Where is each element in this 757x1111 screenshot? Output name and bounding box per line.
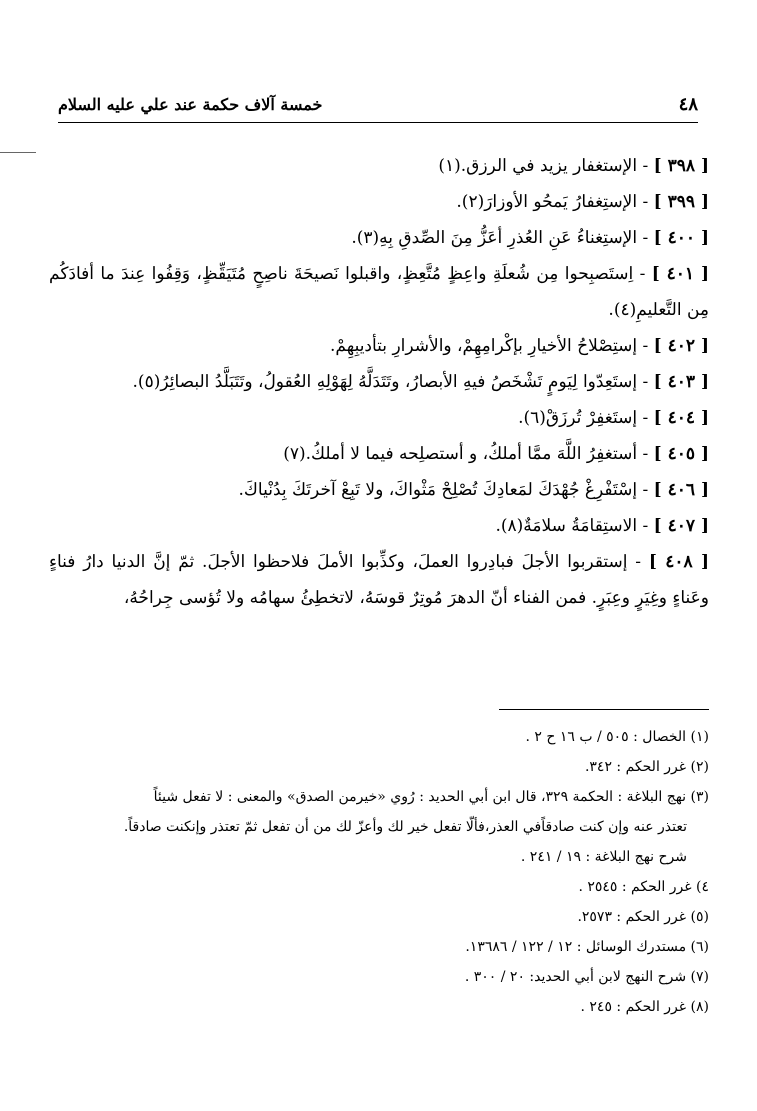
footnote-separator <box>499 709 709 710</box>
running-title: خمسة آلاف حكمة عند علي عليه السلام <box>58 94 323 114</box>
entry-number: [ ٣٩٩ ] <box>653 192 709 212</box>
footnotes <box>49 722 709 1022</box>
entry-text: - إسْتَفْرِغْ جُهْدَكَ لمَعادِكَ تُصْلِحْ مَثْواكَ، ولا تَبِعْ آخرتَكَ بِدُنْياكَ. <box>238 480 649 500</box>
saying-entry <box>49 400 709 436</box>
footnote: (٣) نهج البلاغة : الحكمة ٣٢٩، قال ابن أبي الحديد : رُوي «خيرمن الصدق» والمعنى : لا تفعل شيئاً <box>153 789 709 805</box>
saying-entry <box>49 436 709 472</box>
entry-number: [ ٤٠٨ ] <box>648 552 709 572</box>
entry-number: [ ٤٠٣ ] <box>653 372 709 392</box>
entry-text: - إستقربوا الأجلَ فبادِروا العملَ، وكذِّبوا الأملَ فلاحظوا الأجلَ. ثمّ إنَّ الدنيا دارُ فناءٍ وعَناءٍ وغِيَرٍ وعِبَرٍ. فمن الفناء أنّ الدهرَ مُوتِرٌ قوسَهُ، لاتخطِئُ سهامُه ولا تُؤسى جِراحُهُ، <box>49 552 709 608</box>
saying-entry <box>49 148 709 184</box>
saying-entry <box>49 184 709 220</box>
saying-entry <box>49 220 709 256</box>
saying-entry <box>49 544 709 616</box>
saying-entry <box>49 256 709 328</box>
sayings-list <box>49 148 709 616</box>
entry-number: [ ٤٠٧ ] <box>653 516 709 536</box>
footnote: (٦) مستدرك الوسائل : ١٢ / ١٢٢ / ١٣٦٨٦. <box>465 939 709 955</box>
entry-text: - إستَغفِرْ تُرزَقْ(٦). <box>518 408 649 428</box>
header-rule <box>58 122 698 123</box>
footnote: (٥) غرر الحكم : ٢٥٧٣. <box>577 909 709 925</box>
page-header <box>58 92 698 116</box>
entry-number: [ ٤٠١ ] <box>651 264 710 284</box>
footnote: (٢) غرر الحكم : ٣٤٢. <box>584 759 709 775</box>
entry-number: [ ٤٠٥ ] <box>653 444 709 464</box>
entry-text: - الإستِغناءُ عَنِ العُذرِ أعَزُّ مِنَ الصِّدقِ بِهِ(٣). <box>351 228 649 248</box>
saying-entry <box>49 364 709 400</box>
footnote: (٨) غرر الحكم : ٢٤٥ . <box>580 999 709 1015</box>
entry-text: - الإستِغفارُ يَمحُو الأوزارَ(٢). <box>456 192 649 212</box>
footnote-continuation: شرح نهج البلاغة : ١٩ / ٢٤١ . <box>520 849 687 865</box>
entry-text: - إستَعِدّوا لِيَومٍ تَشْخَصُ فيهِ الأبصارُ، وتَتَدَلَّهُ لِهَوْلِهِ العُقولُ، وتَتَبَلَّدُ البصائِرُ(٥). <box>132 372 649 392</box>
entry-number: [ ٤٠٦ ] <box>653 480 709 500</box>
footnote: ٤) غرر الحكم : ٢٥٤٥ . <box>578 879 709 895</box>
entry-text: - الإستغفار يزيد في الرزق.(١) <box>438 156 649 176</box>
page-number: ٤٨ <box>678 93 698 115</box>
footnote: (١) الخصال : ٥٠٥ / ب ١٦ ح ٢ . <box>525 729 709 745</box>
saying-entry <box>49 508 709 544</box>
footnote-continuation: تعتذر عنه وإن كنت صادقاًفي العذر،فألّا تفعل خير لك وأعزّ لك من أن تفعل ثمّ تعتذر وإنكنت صادقاً. <box>123 819 687 835</box>
entry-text: - الاستِقامَةُ سلامَةٌ(٨). <box>495 516 649 536</box>
entry-text: - أستغفِرُ اللَّهَ ممَّا أملكُ، و أستصلِحه فيما لا أملكُ.(٧) <box>283 444 649 464</box>
saying-entry <box>49 328 709 364</box>
footnote: (٧) شرح النهج لابن أبي الحديد: ٢٠ / ٣٠٠ . <box>464 969 709 985</box>
entry-number: [ ٣٩٨ ] <box>653 156 709 176</box>
margin-mark <box>0 152 36 153</box>
entry-text: - إستِصْلاحُ الأخيارِ بإكْرامِهِمْ، والأشرارِ بتأديبِهِمْ. <box>330 336 649 356</box>
entry-number: [ ٤٠٢ ] <box>653 336 709 356</box>
saying-entry <box>49 472 709 508</box>
entry-number: [ ٤٠٠ ] <box>653 228 709 248</box>
entry-number: [ ٤٠٤ ] <box>653 408 709 428</box>
entry-text: - اِستَصبِحوا مِن شُعلَةِ واعِظٍ مُتَّعِظٍ، واقبلوا نَصيحَةَ ناصِحٍ مُتَيَقِّظٍ، وَقِفُوا عِندَ ما أفادَكُم مِن التَّعليمِ(٤). <box>49 264 709 320</box>
